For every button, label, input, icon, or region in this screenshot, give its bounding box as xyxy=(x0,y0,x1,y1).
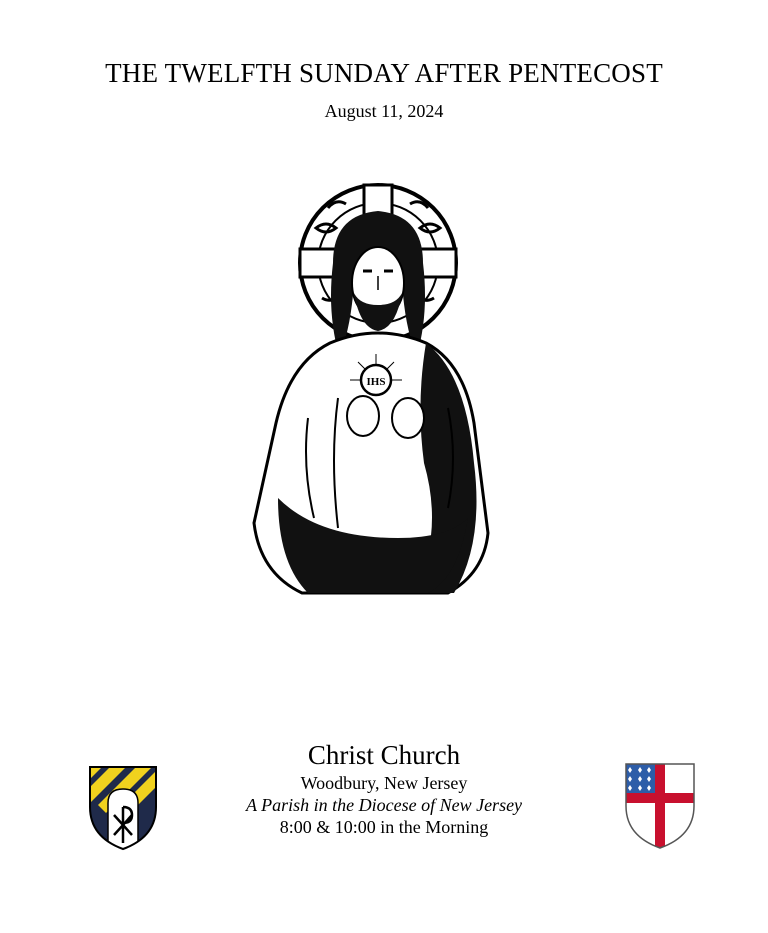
jesus-illustration-icon xyxy=(238,168,514,608)
church-tagline: A Parish in the Diocese of New Jersey xyxy=(245,795,523,815)
church-info xyxy=(0,738,768,838)
service-date: August 11, 2024 xyxy=(324,101,444,121)
service-times: 8:00 & 10:00 in the Morning xyxy=(279,817,489,837)
church-name: Christ Church xyxy=(307,740,461,770)
host-monogram: IHS xyxy=(366,376,386,388)
church-location: Woodbury, New Jersey xyxy=(300,773,468,793)
page-title: THE TWELFTH SUNDAY AFTER PENTECOST xyxy=(105,58,663,88)
